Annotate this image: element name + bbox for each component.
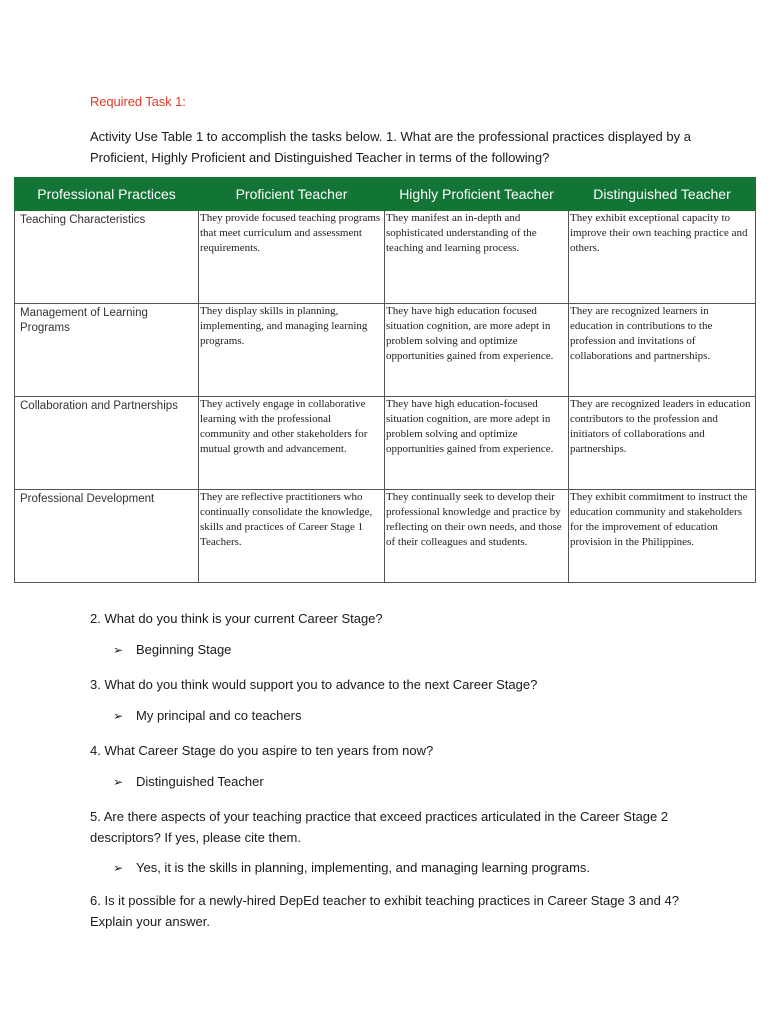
row-category: Collaboration and Partnerships xyxy=(15,397,199,490)
answer-text: My principal and co teachers xyxy=(136,708,302,723)
proficient-cell: They actively engage in collaborative learning with the professional community and other stakeholders for mutual growth and advancement. xyxy=(199,397,385,490)
answer-4 xyxy=(113,772,264,792)
table-row xyxy=(15,211,756,304)
arrow-bullet-icon: ➢ xyxy=(113,775,124,789)
answer-2 xyxy=(113,640,231,660)
table-row xyxy=(15,304,756,397)
answer-text: Yes, it is the skills in planning, implementing, and managing learning programs. xyxy=(136,860,591,875)
row-category: Professional Development xyxy=(15,490,199,583)
distinguished-cell: They are recognized learners in education in contributions to the profession and invitations of collaborations and partnerships. xyxy=(569,304,756,397)
table-header-row xyxy=(15,178,756,211)
activity-instructions: Activity Use Table 1 to accomplish the tasks below. 1. What are the professional practices displayed by a Proficient, Highly Proficient and Distinguished Teacher in terms of the following? xyxy=(90,129,691,165)
highly-proficient-cell: They have high education focused situation cognition, are more adept in problem solving and optimize opportunities gained from experience. xyxy=(385,304,569,397)
question-3: 3. What do you think would support you to advance to the next Career Stage? xyxy=(90,677,538,692)
professional-practices-table xyxy=(14,177,756,583)
row-category: Teaching Characteristics xyxy=(15,211,199,304)
table-row xyxy=(15,490,756,583)
row-category: Management of Learning Programs xyxy=(15,304,199,397)
answer-text: Beginning Stage xyxy=(136,642,232,657)
column-header-distinguished: Distinguished Teacher xyxy=(569,178,756,211)
proficient-cell: They provide focused teaching programs that meet curriculum and assessment requirements. xyxy=(199,211,385,304)
answer-3 xyxy=(113,706,301,726)
column-header-professional-practices: Professional Practices xyxy=(15,178,199,211)
proficient-cell: They are reflective practitioners who continually consolidate the knowledge, skills and practices of Career Stage 1 Teachers. xyxy=(199,490,385,583)
question-4: 4. What Career Stage do you aspire to ten years from now? xyxy=(90,743,434,758)
arrow-bullet-icon: ➢ xyxy=(113,709,124,723)
highly-proficient-cell: They continually seek to develop their professional knowledge and practice by reflecting on their own needs, and those of their colleagues and students. xyxy=(385,490,569,583)
question-6: 6. Is it possible for a newly-hired DepEd teacher to exhibit teaching practices in Career Stage 3 and 4? Explain your answer. xyxy=(90,893,679,929)
distinguished-cell: They exhibit commitment to instruct the education community and stakeholders for the improvement of education provision in the Philippines. xyxy=(569,490,756,583)
proficient-cell: They display skills in planning, implementing, and managing learning programs. xyxy=(199,304,385,397)
required-task-title: Required Task 1: xyxy=(90,94,186,109)
column-header-proficient: Proficient Teacher xyxy=(199,178,385,211)
distinguished-cell: They exhibit exceptional capacity to improve their own teaching practice and others. xyxy=(569,211,756,304)
answer-5 xyxy=(113,858,590,878)
highly-proficient-cell: They manifest an in-depth and sophisticated understanding of the teaching and learning process. xyxy=(385,211,569,304)
highly-proficient-cell: They have high education-focused situation cognition, are more adept in problem solving and optimize opportunities gained from experience. xyxy=(385,397,569,490)
question-2: 2. What do you think is your current Career Stage? xyxy=(90,611,383,626)
distinguished-cell: They are recognized leaders in education contributors to the profession and initiators of collaborations and partnerships. xyxy=(569,397,756,490)
arrow-bullet-icon: ➢ xyxy=(113,861,124,875)
answer-text: Distinguished Teacher xyxy=(136,774,264,789)
arrow-bullet-icon: ➢ xyxy=(113,643,124,657)
table-row xyxy=(15,397,756,490)
question-5: 5. Are there aspects of your teaching practice that exceed practices articulated in the Career Stage 2 descriptors? If yes, please cite them. xyxy=(90,809,669,845)
column-header-highly-proficient: Highly Proficient Teacher xyxy=(385,178,569,211)
